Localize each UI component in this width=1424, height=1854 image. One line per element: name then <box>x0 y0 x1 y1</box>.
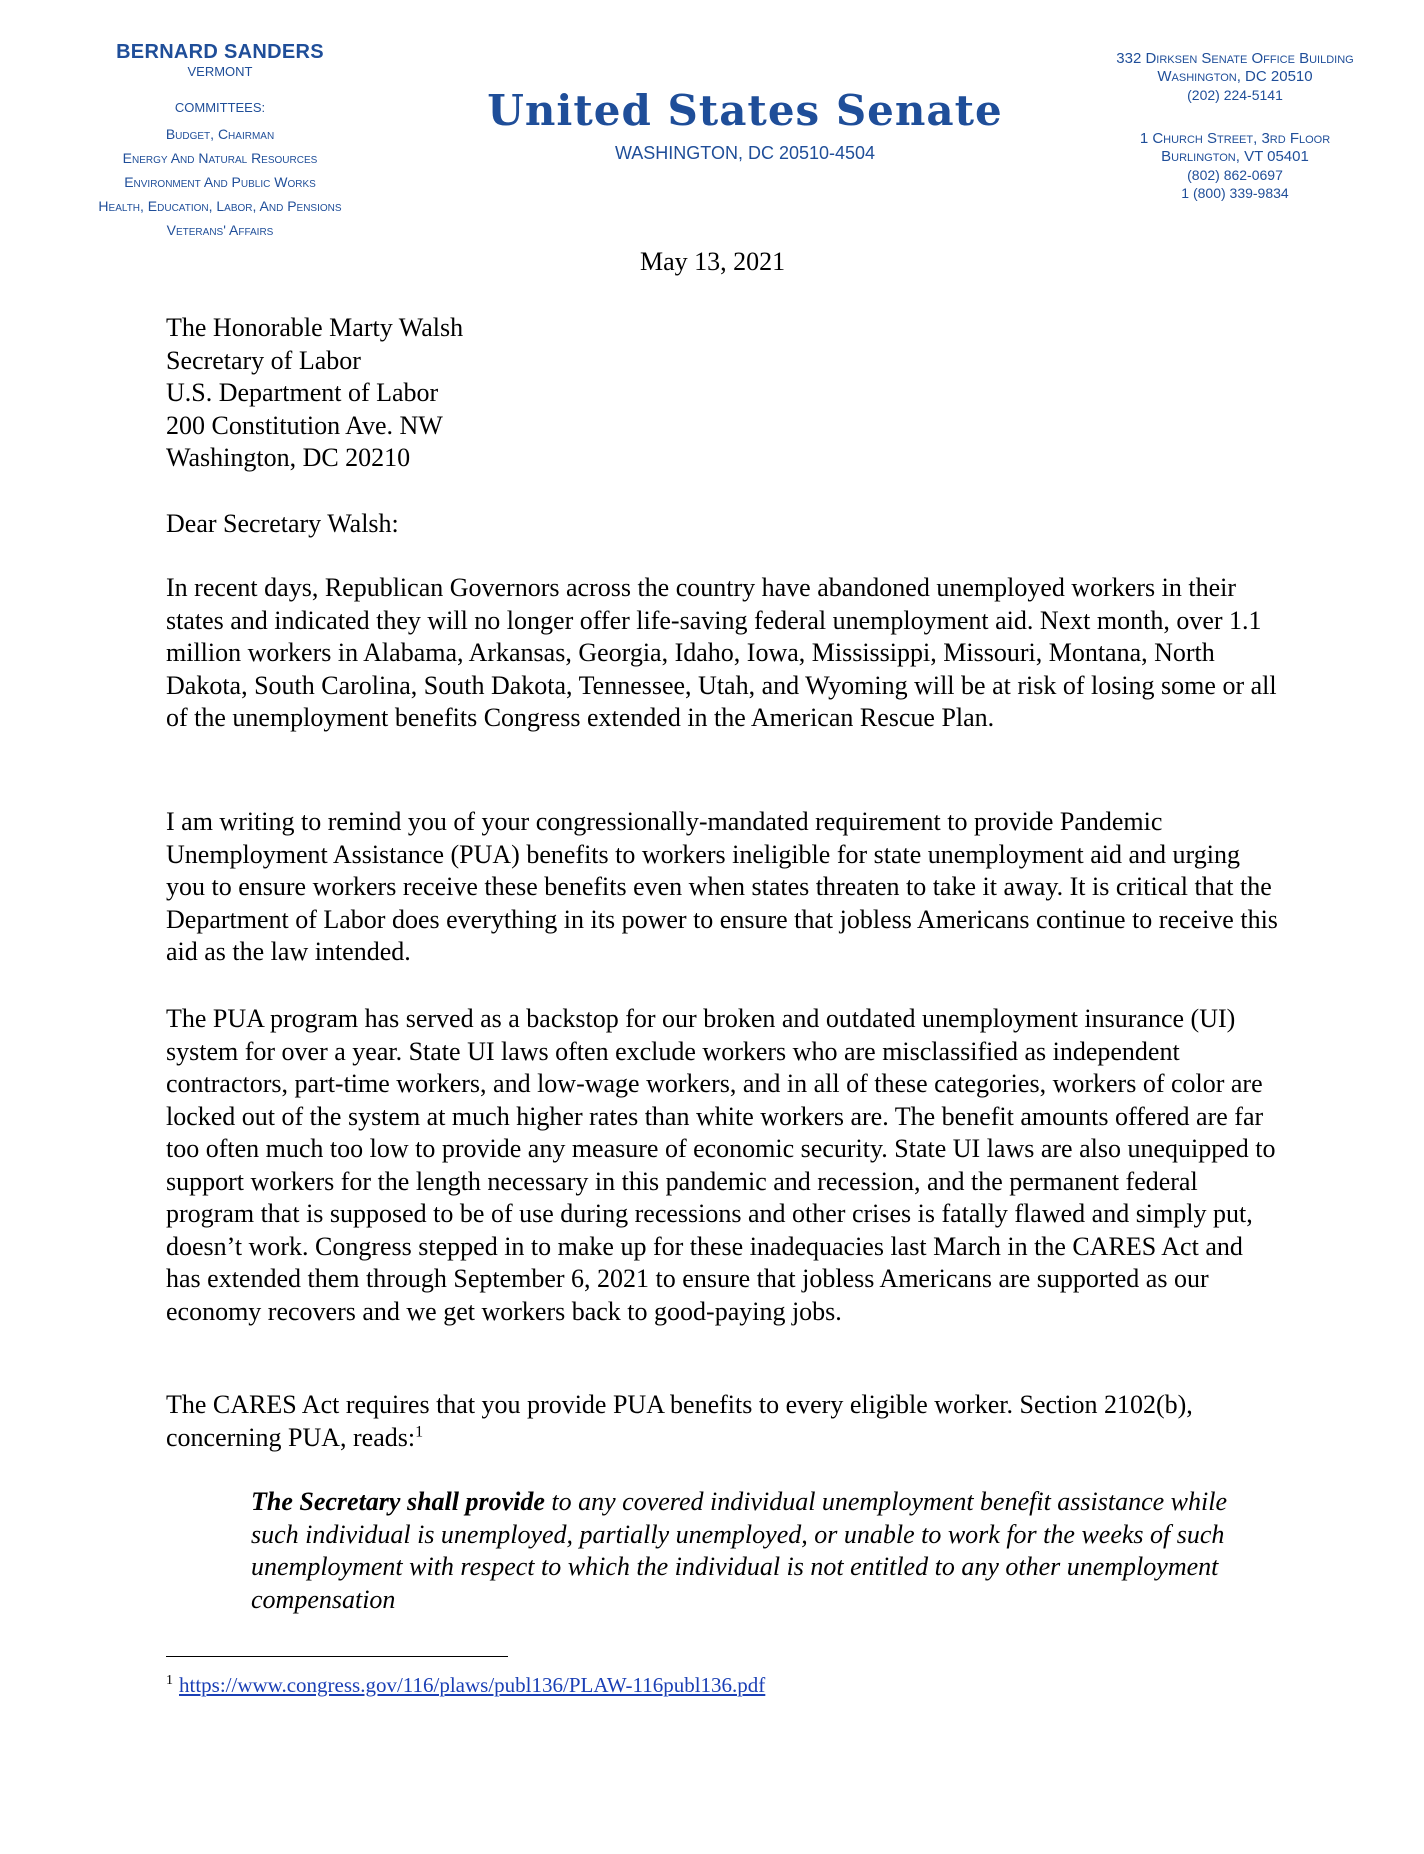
dc-office-line2: Washington, DC 20510 <box>1157 68 1313 85</box>
senate-title: United States Senate <box>487 86 1003 135</box>
paragraph-text <box>166 1389 1280 1454</box>
quote-text: to any covered individual unemployment benefit assistance while such individual is unemployed, partially unemployed, or unable to work for the weeks of such unemployment with respect to which the individual is not entitled to any other unemployment compensation <box>251 1487 1228 1614</box>
body-paragraph-2 <box>166 806 1280 969</box>
paragraph-text: I am writing to remind you of your congressionally-mandated requirement to provide Pandemic Unemployment Assistance (PUA) benefits to workers ineligible for state unemployment aid and urging you to ensure workers receive these benefits even when states threaten to take it away. It is critical that the Department of Labor does everything in its power to ensure that jobless Americans continue to receive this aid as the law intended. <box>166 807 1278 966</box>
addressee-block <box>166 312 1280 475</box>
quote-emphasis: The Secretary shall provide <box>251 1487 545 1516</box>
addressee-line: Secretary of Labor <box>166 345 361 375</box>
body-paragraph-4 <box>166 1389 1280 1454</box>
senate-address: WASHINGTON, DC 20510-4504 <box>614 143 876 163</box>
committee-item: Environment And Public Works <box>124 174 316 190</box>
addressee-line: U.S. Department of Labor <box>166 378 439 407</box>
footnote-link[interactable]: https://www.congress.gov/116/plaws/publ136/PLAW-116publ136.pdf <box>179 1673 766 1697</box>
dc-office-phone: (202) 224-5141 <box>1187 87 1283 103</box>
committee-item: Veterans' Affairs <box>166 222 274 238</box>
body-paragraph-3 <box>166 1003 1280 1328</box>
letterhead-senator-block <box>60 40 380 242</box>
senator-state: VERMONT <box>187 64 253 79</box>
body-paragraph-1 <box>166 572 1280 735</box>
footnote-reference[interactable]: 1 <box>415 1422 424 1440</box>
letterhead-offices-block <box>1090 50 1380 202</box>
paragraph-text: The PUA program has served as a backstop for our broken and outdated unemployment insurance (UI) system for over a year. State UI laws often exclude workers who are misclassified as independent contractors, part-time workers, and low-wage workers, and in all of these categories, workers of color are locked out of the system at much higher rates than white workers are. The benefit amounts offered are far too often much too low to provide any measure of economic security. State UI laws are also unequipped to support workers for the length necessary in this pandemic and recession, and the permanent federal program that is supposed to be of use during recessions and other crises is fatally flawed and simply put, doesn’t work. Congress stepped in to make up for these inadequacies last March in the CARES Act and has extended them through September 6, 2021 to ensure that jobless Americans are supported as our economy recovers and we get workers back to good-paying jobs. <box>166 1004 1276 1326</box>
committees-label: COMMITTEES: <box>174 100 266 115</box>
vt-office-line1: 1 Church Street, 3rd Floor <box>1139 130 1331 147</box>
senator-name: BERNARD SANDERS <box>116 41 324 63</box>
dc-office-line1: 332 Dirksen Senate Office Building <box>1116 50 1354 67</box>
footnote-divider <box>166 1656 508 1657</box>
committee-item: Energy And Natural Resources <box>122 150 318 166</box>
paragraph-text: In recent days, Republican Governors across the country have abandoned unemployed workers in their states and indicated they will no longer offer life-saving federal unemployment aid. Next month, over 1.1 million workers in Alabama, Arkansas, Georgia, Idaho, Iowa, Mississippi, Missouri, Montana, North Dakota, South Carolina, South Dakota, Tennessee, Utah, and Wyoming will be at risk of losing some or all of the unemployment benefits Congress extended in the American Rescue Plan. <box>166 573 1277 732</box>
footnote <box>166 1672 765 1698</box>
addressee-line: 200 Constitution Ave. NW <box>166 410 443 440</box>
salutation: Dear Secretary Walsh: <box>166 509 399 538</box>
vt-office-line2: Burlington, VT 05401 <box>1161 148 1309 165</box>
committee-item: Health, Education, Labor, And Pensions <box>98 198 342 214</box>
committee-item: Budget, Chairman <box>165 126 275 142</box>
committees-list <box>60 122 380 242</box>
statute-quote <box>251 1486 1281 1616</box>
vt-office-tollfree: 1 (800) 339-9834 <box>1181 185 1289 201</box>
vt-office-phone: (802) 862-0697 <box>1187 167 1283 183</box>
footnote-number: 1 <box>166 1673 173 1688</box>
letter-date: May 13, 2021 <box>640 247 786 276</box>
addressee-line: The Honorable Marty Walsh <box>166 313 464 342</box>
letterhead-senate-block <box>470 86 1020 164</box>
paragraph-4-text: The CARES Act requires that you provide PUA benefits to every eligible worker. Section 2102(b), concerning PUA, reads: <box>166 1390 1193 1452</box>
addressee-line: Washington, DC 20210 <box>166 443 411 472</box>
